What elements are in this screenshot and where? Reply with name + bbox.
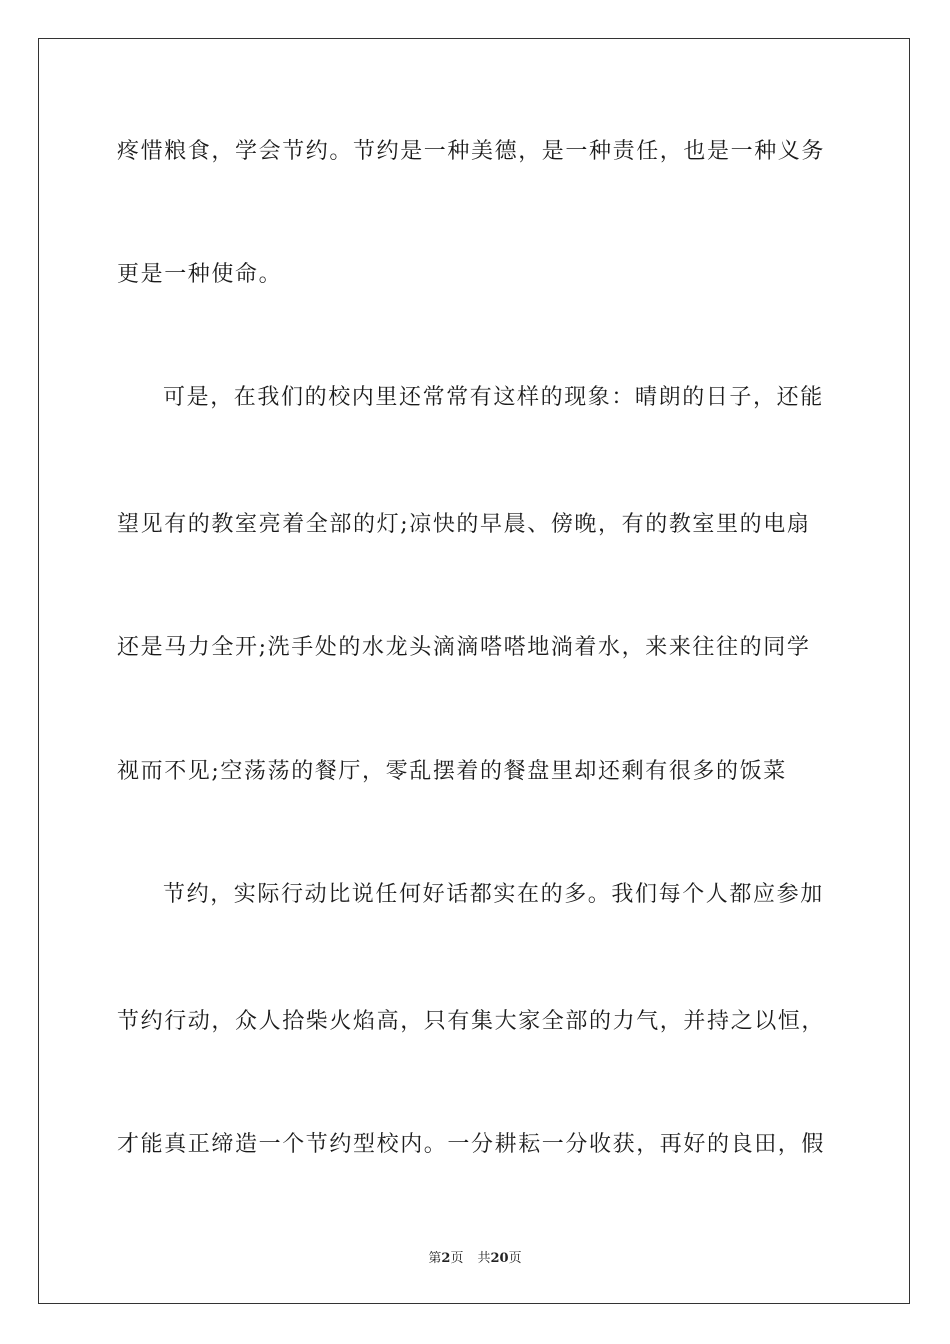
- page-number: 2: [441, 1251, 451, 1266]
- text-line-2: 更是一种使命。: [117, 262, 283, 287]
- text-line-1: 疼惜粮食，学会节约。节约是一种美德，是一种责任，也是一种义务: [117, 139, 826, 164]
- page-border: [38, 38, 910, 1304]
- paragraph-3-line-3: 才能真正缔造一个节约型校内。一分耕耘一分收获，再好的良田，假: [117, 1132, 826, 1157]
- page-prefix: 第: [428, 1251, 442, 1266]
- paragraph-2-line-1: 可是，在我们的校内里还常常有这样的现象：晴朗的日子，还能: [163, 385, 824, 410]
- total-suffix: 页: [508, 1251, 522, 1266]
- total-pages: 20: [490, 1251, 509, 1266]
- paragraph-2-line-3: 还是马力全开;洗手处的水龙头滴滴嗒嗒地淌着水，来来往往的同学: [117, 635, 811, 660]
- page-footer: [0, 1247, 950, 1266]
- paragraph-2-line-2: 望见有的教室亮着全部的灯;凉快的早晨、傍晚，有的教室里的电扇: [117, 512, 811, 537]
- paragraph-3-line-1: 节约，实际行动比说任何好话都实在的多。我们每个人都应参加: [163, 882, 824, 907]
- total-prefix: 共: [477, 1251, 491, 1266]
- page-suffix: 页: [450, 1251, 464, 1266]
- paragraph-2-line-4: 视而不见;空荡荡的餐厅，零乱摆着的餐盘里却还剩有很多的饭菜: [117, 759, 787, 784]
- paragraph-3-line-2: 节约行动，众人拾柴火焰高，只有集大家全部的力气，并持之以恒，: [117, 1009, 826, 1034]
